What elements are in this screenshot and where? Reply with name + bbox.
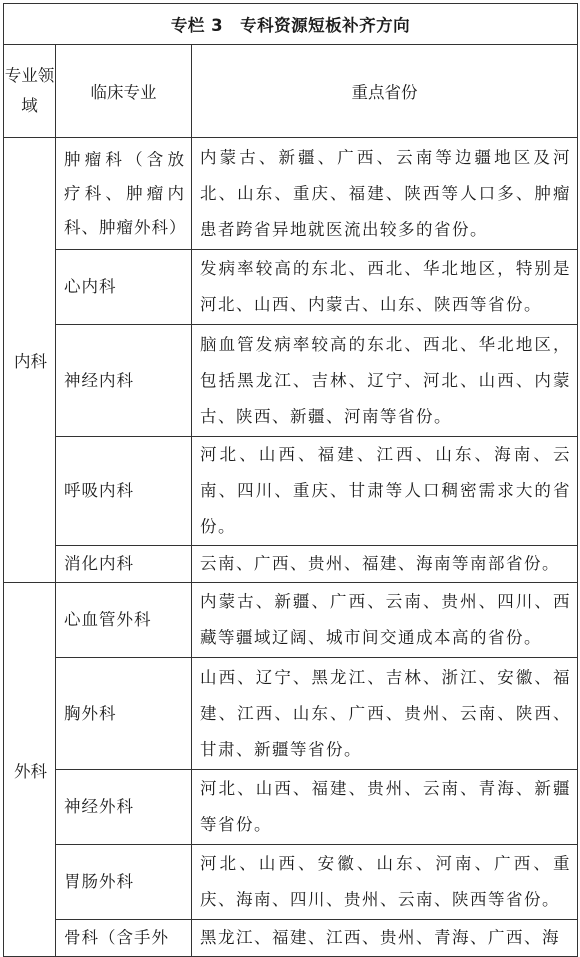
table-row <box>4 920 578 957</box>
provinces-cell: 河北、山西、福建、江西、山东、海南、云南、四川、重庆、甘肃等人口稠密需求大的省份。 <box>192 437 578 546</box>
provinces-cell: 脑血管发病率较高的东北、西北、华北地区，包括黑龙江、吉林、辽宁、河北、山西、内蒙古、陕西、新疆、河南等省份。 <box>192 325 578 437</box>
domain-cell-internal: 内科 <box>4 138 56 583</box>
table-row <box>4 250 578 325</box>
resource-table <box>3 3 578 957</box>
table-row <box>4 770 578 845</box>
provinces-cell: 云南、广西、贵州、福建、海南等南部省份。 <box>192 546 578 583</box>
domain-cell-surgery: 外科 <box>4 583 56 957</box>
provinces-cell: 黑龙江、福建、江西、贵州、青海、广西、海 <box>192 920 578 957</box>
specialty-cell: 肿瘤科（含放疗科、肿瘤内科、肿瘤外科） <box>56 138 192 250</box>
specialty-cell: 骨科（含手外 <box>56 920 192 957</box>
specialty-cell: 心内科 <box>56 250 192 325</box>
header-domain: 专业领域 <box>4 45 56 138</box>
provinces-cell: 内蒙古、新疆、广西、云南等边疆地区及河北、山东、重庆、福建、陕西等人口多、肿瘤患者跨省异地就医流出较多的省份。 <box>192 138 578 250</box>
specialty-cell: 呼吸内科 <box>56 437 192 546</box>
table-title: 专栏 3 专科资源短板补齐方向 <box>4 4 578 45</box>
provinces-cell: 内蒙古、新疆、广西、云南、贵州、四川、西藏等疆域辽阔、城市间交通成本高的省份。 <box>192 583 578 658</box>
specialty-cell: 胃肠外科 <box>56 845 192 920</box>
header-specialty: 临床专业 <box>56 45 192 138</box>
header-provinces: 重点省份 <box>192 45 578 138</box>
title-row <box>4 4 578 45</box>
table-row <box>4 437 578 546</box>
table-row <box>4 658 578 770</box>
header-row <box>4 45 578 138</box>
table-row <box>4 138 578 250</box>
table-row <box>4 546 578 583</box>
specialty-cell: 消化内科 <box>56 546 192 583</box>
specialty-cell: 神经外科 <box>56 770 192 845</box>
table-row <box>4 845 578 920</box>
table-row <box>4 583 578 658</box>
table-row <box>4 325 578 437</box>
specialty-cell: 胸外科 <box>56 658 192 770</box>
provinces-cell: 河北、山西、福建、贵州、云南、青海、新疆等省份。 <box>192 770 578 845</box>
provinces-cell: 河北、山西、安徽、山东、河南、广西、重庆、海南、四川、贵州、云南、陕西等省份。 <box>192 845 578 920</box>
specialty-cell: 神经内科 <box>56 325 192 437</box>
provinces-cell: 山西、辽宁、黑龙江、吉林、浙江、安徽、福建、江西、山东、广西、贵州、云南、陕西、甘肃、新疆等省份。 <box>192 658 578 770</box>
specialty-cell: 心血管外科 <box>56 583 192 658</box>
provinces-cell: 发病率较高的东北、西北、华北地区，特别是河北、山西、内蒙古、山东、陕西等省份。 <box>192 250 578 325</box>
